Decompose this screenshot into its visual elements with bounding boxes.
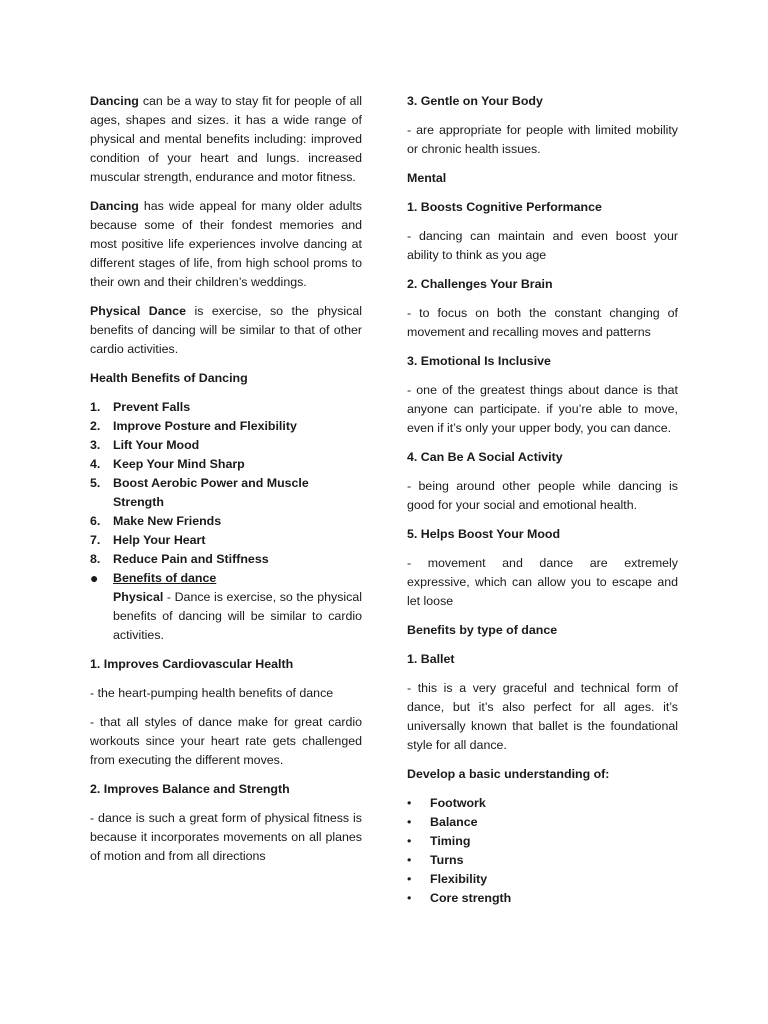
benefits-of-dance-label: Benefits of dance [113, 571, 217, 585]
bullet-icon: • [407, 834, 412, 848]
physical-lead: Physical [113, 590, 164, 604]
mental-heading: Mental [407, 171, 447, 185]
list-item [407, 813, 678, 832]
appeal-lead: Dancing [90, 199, 139, 213]
list-text: Boost Aerobic Power and Muscle Strength [113, 476, 309, 509]
list-item [407, 794, 678, 813]
list-text: Timing [430, 834, 471, 848]
health-benefits-list [90, 398, 362, 569]
ballet-point: - this is a very graceful and technical form of dance, but it’s also perfect for all ages. it’s universally known that ballet is the foundational style for all dance. [407, 681, 678, 752]
inclusive-point: - one of the greatest things about dance is that anyone can participate. if you’re able to move, even if it’s only your upper body, you can dance. [407, 383, 678, 435]
mood-heading: 5. Helps Boost Your Mood [407, 527, 561, 541]
list-item [90, 512, 362, 531]
cognitive-heading: 1. Boosts Cognitive Performance [407, 200, 602, 214]
gentle-heading: 3. Gentle on Your Body [407, 94, 543, 108]
brain-heading: 2. Challenges Your Brain [407, 277, 553, 291]
cardio-heading: 1. Improves Cardiovascular Health [90, 657, 294, 671]
physical-dance-lead: Physical Dance [90, 304, 186, 318]
physical-dance-paragraph [90, 302, 362, 359]
list-text: Improve Posture and Flexibility [113, 419, 297, 433]
list-text: Flexibility [430, 872, 488, 886]
list-text: Turns [430, 853, 464, 867]
list-text: Core strength [430, 891, 512, 905]
gentle-point: - are appropriate for people with limited mobility or chronic health issues. [407, 123, 678, 156]
right-column [407, 92, 678, 908]
cardio-point-1: - the heart-pumping health benefits of dance [90, 686, 334, 700]
bullet-icon: • [407, 796, 412, 810]
list-text: Make New Friends [113, 514, 222, 528]
list-number: 2. [90, 419, 101, 433]
ballet-heading: 1. Ballet [407, 652, 455, 666]
list-item [90, 417, 362, 436]
intro-paragraph [90, 92, 362, 187]
list-number: 8. [90, 552, 101, 566]
list-number: 1. [90, 400, 101, 414]
list-item [90, 398, 362, 417]
list-text: Reduce Pain and Stiffness [113, 552, 269, 566]
bullet-icon: • [407, 872, 412, 886]
list-text: Prevent Falls [113, 400, 191, 414]
list-number: 5. [90, 476, 101, 490]
list-text: Help Your Heart [113, 533, 206, 547]
list-text: Keep Your Mind Sharp [113, 457, 245, 471]
list-item [90, 550, 362, 569]
list-number: 6. [90, 514, 101, 528]
intro-lead: Dancing [90, 94, 139, 108]
list-item [407, 832, 678, 851]
list-text: Lift Your Mood [113, 438, 200, 452]
list-item [407, 851, 678, 870]
skills-list [407, 794, 678, 908]
left-column [90, 92, 362, 876]
social-heading: 4. Can Be A Social Activity [407, 450, 563, 464]
list-item [90, 531, 362, 550]
list-item [407, 889, 678, 908]
develop-heading: Develop a basic understanding of: [407, 767, 610, 781]
intro-text: can be a way to stay fit for people of all ages, shapes and sizes. it has a wide range of physical and mental benefits including: improved condition of your heart and lungs. increased muscular strength, endurance and motor fitness. [90, 94, 362, 184]
list-number: 7. [90, 533, 101, 547]
brain-point: - to focus on both the constant changing of movement and recalling moves and patterns [407, 306, 678, 339]
list-text: Balance [430, 815, 478, 829]
inclusive-heading: 3. Emotional Is Inclusive [407, 354, 551, 368]
bullet-icon: ● [90, 570, 99, 586]
physical-dance-text: is exercise, so the physical benefits of dancing will be similar to that of other cardio activities. [90, 304, 362, 356]
bullet-icon: • [407, 815, 412, 829]
cognitive-point: - dancing can maintain and even boost your ability to think as you age [407, 229, 678, 262]
benefits-of-dance-item [90, 569, 362, 588]
physical-benefit-paragraph [113, 588, 362, 645]
list-item [407, 870, 678, 889]
social-point: - being around other people while dancing is good for your social and emotional health. [407, 479, 678, 512]
mood-point: - movement and dance are extremely expressive, which can allow you to escape and let loose [407, 556, 678, 608]
type-of-dance-heading: Benefits by type of dance [407, 623, 558, 637]
list-item [90, 474, 362, 512]
balance-point: - dance is such a great form of physical fitness is because it incorporates movements on all planes of motion and from all directions [90, 811, 362, 863]
list-item [90, 455, 362, 474]
list-number: 4. [90, 457, 101, 471]
health-benefits-heading: Health Benefits of Dancing [90, 371, 248, 385]
list-item [90, 436, 362, 455]
balance-heading: 2. Improves Balance and Strength [90, 782, 290, 796]
list-number: 3. [90, 438, 101, 452]
bullet-icon: • [407, 853, 412, 867]
bullet-icon: • [407, 891, 412, 905]
physical-text: - Dance is exercise, so the physical benefits of dancing will be similar to cardio activities. [113, 590, 362, 642]
list-text: Footwork [430, 796, 486, 810]
cardio-point-2: - that all styles of dance make for great cardio workouts since your heart rate gets challenged from executing the different moves. [90, 715, 362, 767]
appeal-text: has wide appeal for many older adults because some of their fondest memories and most positive life experiences involve dancing at different stages of life, from high school proms to their own and their children’s weddings. [90, 199, 362, 289]
appeal-paragraph [90, 197, 362, 292]
